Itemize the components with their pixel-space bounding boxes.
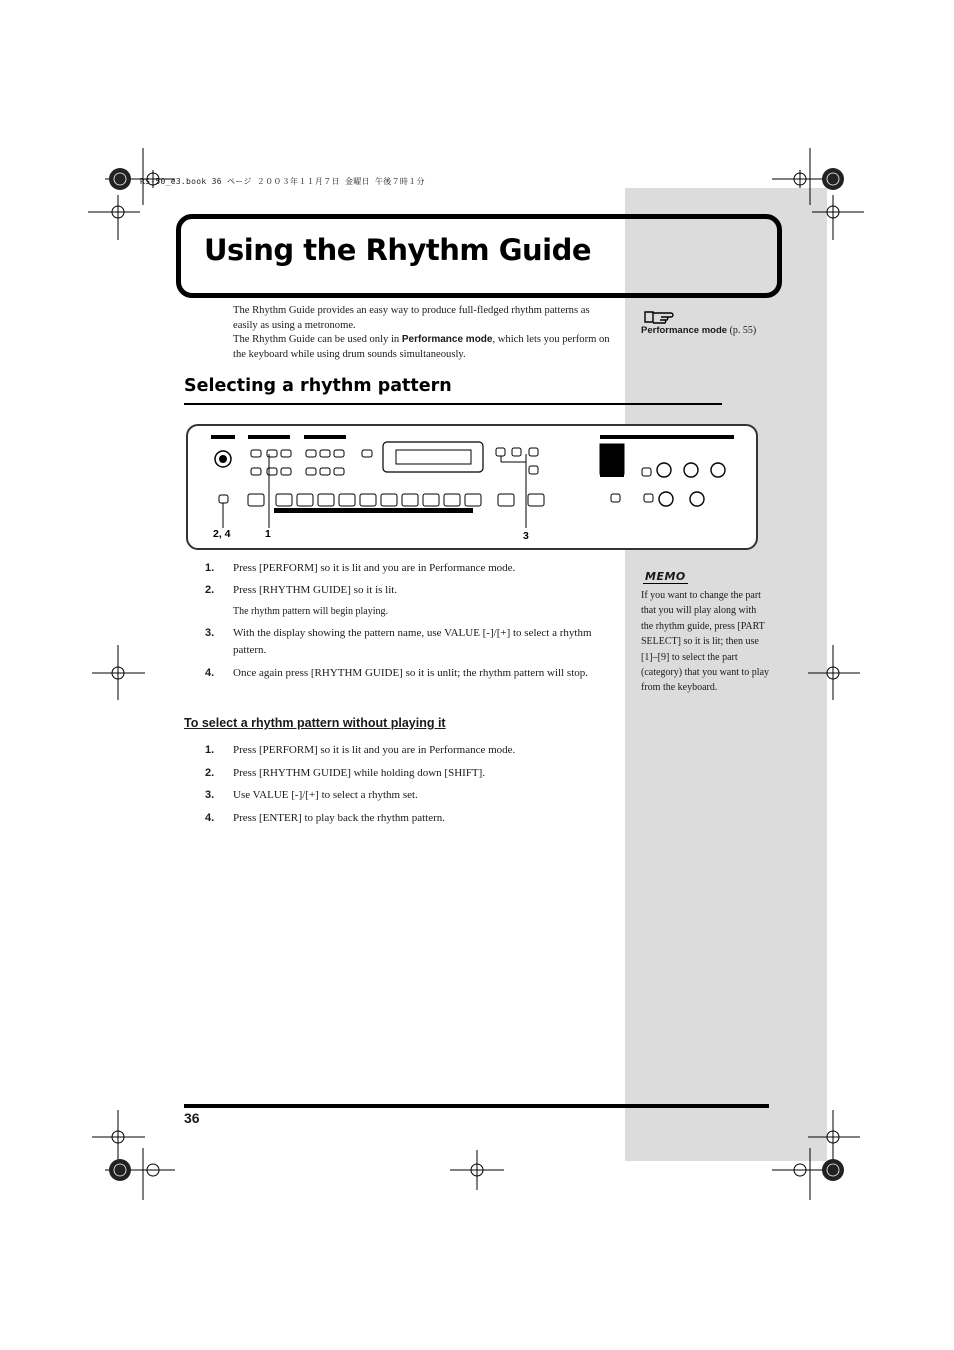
page-number: 36: [184, 1110, 200, 1126]
step-text: Press [RHYTHM GUIDE] while holding down [SHIFT].: [233, 767, 486, 779]
step-text: Press [ENTER] to play back the rhythm pattern.: [233, 812, 446, 824]
panel-drawing: [186, 424, 758, 550]
step-text: Use VALUE [-]/[+] to select a rhythm set.: [233, 789, 418, 801]
step-text: Press [RHYTHM GUIDE] so it is lit.: [233, 584, 398, 596]
step-number: 3.: [205, 627, 215, 639]
step-text: Press [PERFORM] so it is lit and you are in Performance mode.: [233, 562, 516, 574]
callout-1: 1: [265, 528, 271, 540]
footer-rule: [184, 1104, 769, 1108]
intro-p2-start: The Rhythm Guide can be used only in: [233, 334, 402, 346]
step-number: 1.: [205, 744, 215, 756]
intro-p2-end: , which lets you perform on the keyboard while using drum sounds simultaneously.: [233, 334, 610, 360]
ref-page: (p. 55): [727, 325, 757, 336]
pointing-hand-icon: [643, 309, 677, 325]
intro-p2-bold: Performance mode: [401, 334, 493, 346]
step-number: 1.: [205, 562, 215, 574]
subsection-heading: To select a rhythm pattern without playing it: [184, 716, 446, 730]
step-number: 2.: [205, 767, 215, 779]
step-number: 4.: [205, 812, 215, 824]
page-title: Using the Rhythm Guide: [204, 233, 592, 267]
callout-2-4: 2, 4: [213, 528, 231, 540]
print-header: RS-50_e3.book 36 ページ ２００３年１１月７日 金曜日 午後７時１分: [140, 177, 425, 186]
step-2-note: The rhythm pattern will begin playing.: [233, 606, 388, 617]
sidebar-reference: [641, 325, 756, 336]
memo-text: If you want to change the part that you will play along with the rhythm guide, press [PART SELECT] so it is lit; then use [1]–[9] to select the part (category) that you want to play from the keyboard.: [641, 590, 770, 694]
section-heading: Selecting a rhythm pattern: [184, 376, 452, 396]
step-number: 3.: [205, 789, 215, 801]
step-text: Press [PERFORM] so it is lit and you are in Performance mode.: [233, 744, 516, 756]
intro-paragraph: [233, 304, 613, 362]
ref-bold: Performance mode: [641, 325, 728, 336]
step-number: 4.: [205, 667, 215, 679]
intro-p1: The Rhythm Guide provides an easy way to produce full-fledged rhythm patterns as easily as using a metronome.: [233, 305, 590, 331]
step-text: With the display showing the pattern name, use VALUE [-]/[+] to select a rhythm pattern.: [233, 627, 592, 656]
section-rule: [184, 403, 722, 405]
callout-3: 3: [523, 530, 529, 542]
step-text: Once again press [RHYTHM GUIDE] so it is unlit; the rhythm pattern will stop.: [233, 667, 589, 679]
intro-p2: [233, 333, 613, 362]
memo-icon: MEMO: [645, 570, 686, 583]
step-number: 2.: [205, 584, 215, 596]
